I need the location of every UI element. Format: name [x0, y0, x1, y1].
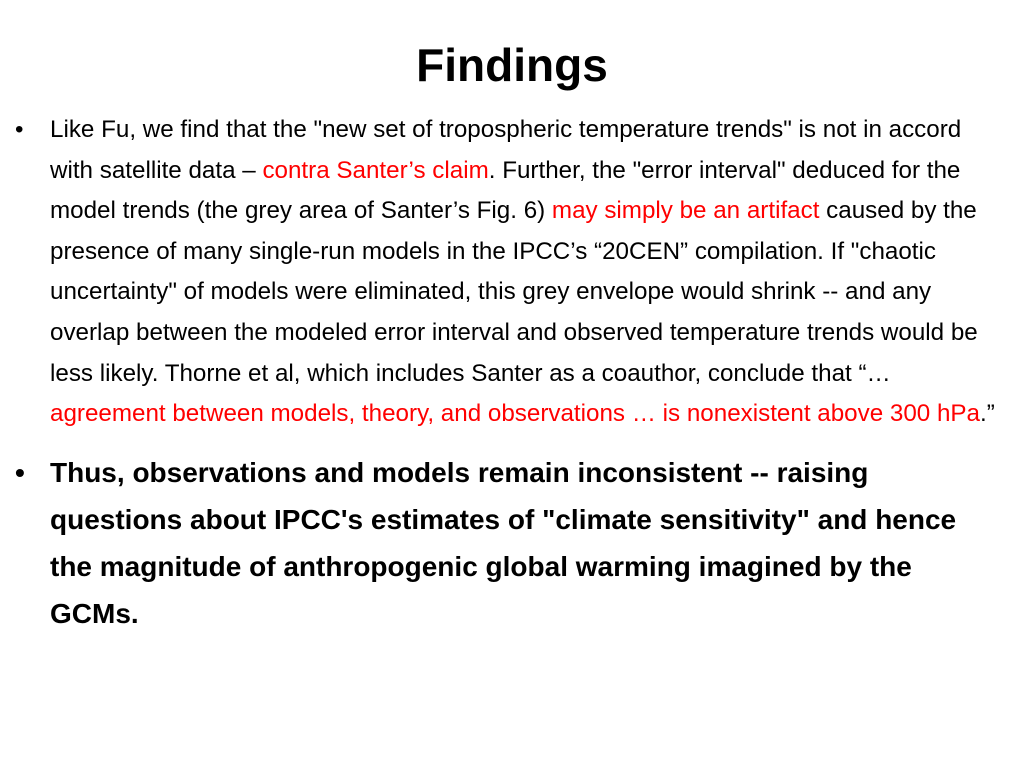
bullet-text: [50, 116, 995, 427]
bullet-marker: •: [15, 116, 24, 143]
bullet-text: Thus, observations and models remain inconsistent -- raising questions about IPCC's estimates of "climate sensitivity" and hence the magnitude of anthropogenic global warming imagined by the GCMs.: [50, 456, 957, 629]
bullet-item-conclusion: [15, 449, 980, 637]
bullet-list: [15, 110, 1010, 651]
text-segment: Like Fu, we find that the "new set of tropospheric temperature trends" is not in accord with satellite data –: [50, 116, 962, 184]
text-segment: .”: [980, 400, 995, 428]
bullet-item-findings-detail: [15, 110, 1010, 435]
highlight-contra-santer-claim: contra Santer’s claim: [262, 156, 489, 184]
slide-title: Findings: [416, 39, 608, 91]
text-segment: caused by the presence of many single-run models in the IPCC’s “20CEN” compilation. If "chaotic uncertainty" of models were eliminated, this grey envelope would shrink -- and any overlap between the modeled error interval and observed temperature trends would be less likely. Thorne et al, which includes Santer as a coauthor, conclude that “…: [50, 197, 978, 387]
text-segment: . Further, the "error interval" deduced for the model trends (the grey area of Santer’s Fig. 6): [50, 156, 961, 225]
highlight-thorne-quote: agreement between models, theory, and observations … is nonexistent above 300 hPa: [50, 400, 981, 428]
highlight-artifact: may simply be an artifact: [551, 197, 820, 225]
bullet-marker: •: [15, 456, 25, 488]
